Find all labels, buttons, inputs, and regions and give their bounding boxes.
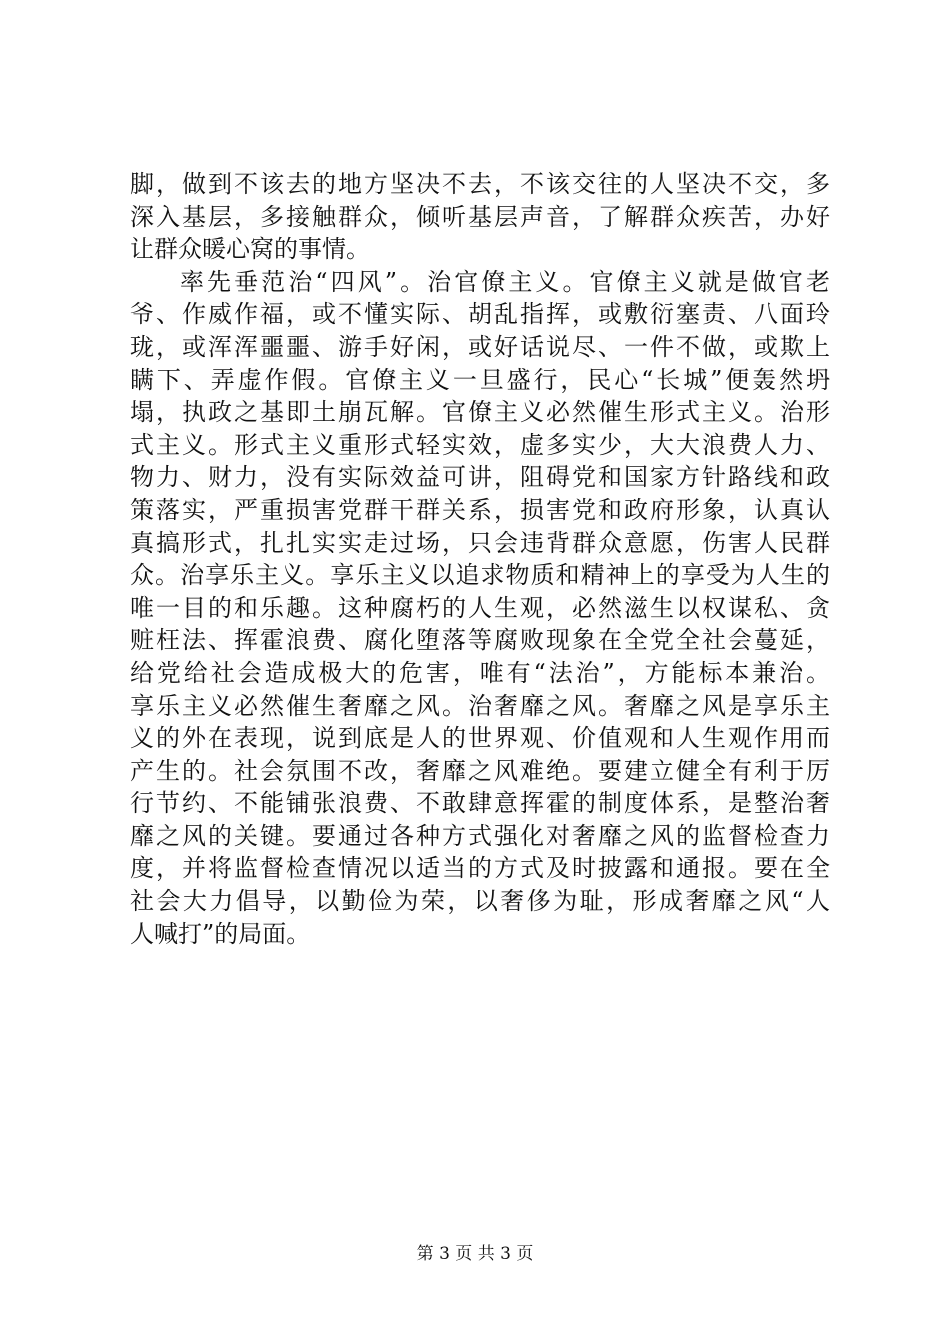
text-line: 义的外在表现，说到底是人的世界观、价值观和人生观作用而	[130, 724, 830, 753]
text-line: 享乐主义必然催生奢靡之风。治奢靡之风。奢靡之风是享乐主	[130, 691, 830, 720]
text-line: 赃枉法、挥霍浪费、腐化堕落等腐败现象在全党全社会蔓延，	[130, 626, 830, 655]
text-line: 让群众暖心窝的事情。	[130, 235, 370, 264]
text-line: 众。治享乐主义。享乐主义以追求物质和精神上的享受为人生的	[130, 561, 830, 590]
text-line: 给党给社会造成极大的危害，唯有“法治”，方能标本兼治。	[130, 658, 830, 687]
text-line: 深入基层，多接触群众，倾听基层声音，了解群众疾苦，办好	[130, 202, 830, 231]
text-line: 物力、财力，没有实际效益可讲，阻碍党和国家方针路线和政	[130, 463, 830, 492]
page-footer: 第 3 页 共 3 页	[416, 1244, 534, 1264]
paragraph	[130, 266, 830, 950]
text-line: 珑，或浑浑噩噩、游手好闲，或好话说尽、一件不做，或欺上	[130, 332, 830, 361]
paragraph	[130, 168, 830, 266]
text-line: 塌，执政之基即土崩瓦解。官僚主义必然催生形式主义。治形	[130, 398, 830, 427]
body-text	[130, 168, 830, 950]
text-line: 行节约、不能铺张浪费、不敢肆意挥霍的制度体系，是整治奢	[130, 789, 830, 818]
text-line: 度，并将监督检查情况以适当的方式及时披露和通报。要在全	[130, 854, 830, 883]
text-line: 爷、作威作福，或不懂实际、胡乱指挥，或敷衍塞责、八面玲	[130, 300, 830, 329]
text-line: 真搞形式，扎扎实实走过场，只会违背群众意愿，伤害人民群	[130, 528, 830, 557]
text-line: 社会大力倡导，以勤俭为荣，以奢侈为耻，形成奢靡之风“人	[130, 887, 830, 916]
text-line: 率先垂范治“四风”。治官僚主义。官僚主义就是做官老	[180, 267, 830, 296]
text-line: 脚，做到不该去的地方坚决不去，不该交往的人坚决不交，多	[130, 170, 830, 198]
text-line: 式主义。形式主义重形式轻实效，虚多实少，大大浪费人力、	[130, 430, 830, 459]
text-line: 人喊打”的局面。	[130, 919, 311, 948]
text-line: 瞒下、弄虚作假。官僚主义一旦盛行，民心“长城”便轰然坍	[130, 365, 830, 394]
text-line: 靡之风的关键。要通过各种方式强化对奢靡之风的监督检查力	[130, 821, 830, 850]
text-line: 策落实，严重损害党群干群关系，损害党和政府形象，认真认	[130, 495, 830, 524]
text-line: 产生的。社会氛围不改，奢靡之风难绝。要建立健全有利于厉	[130, 756, 830, 785]
text-line: 唯一目的和乐趣。这种腐朽的人生观，必然滋生以权谋私、贪	[130, 593, 830, 622]
